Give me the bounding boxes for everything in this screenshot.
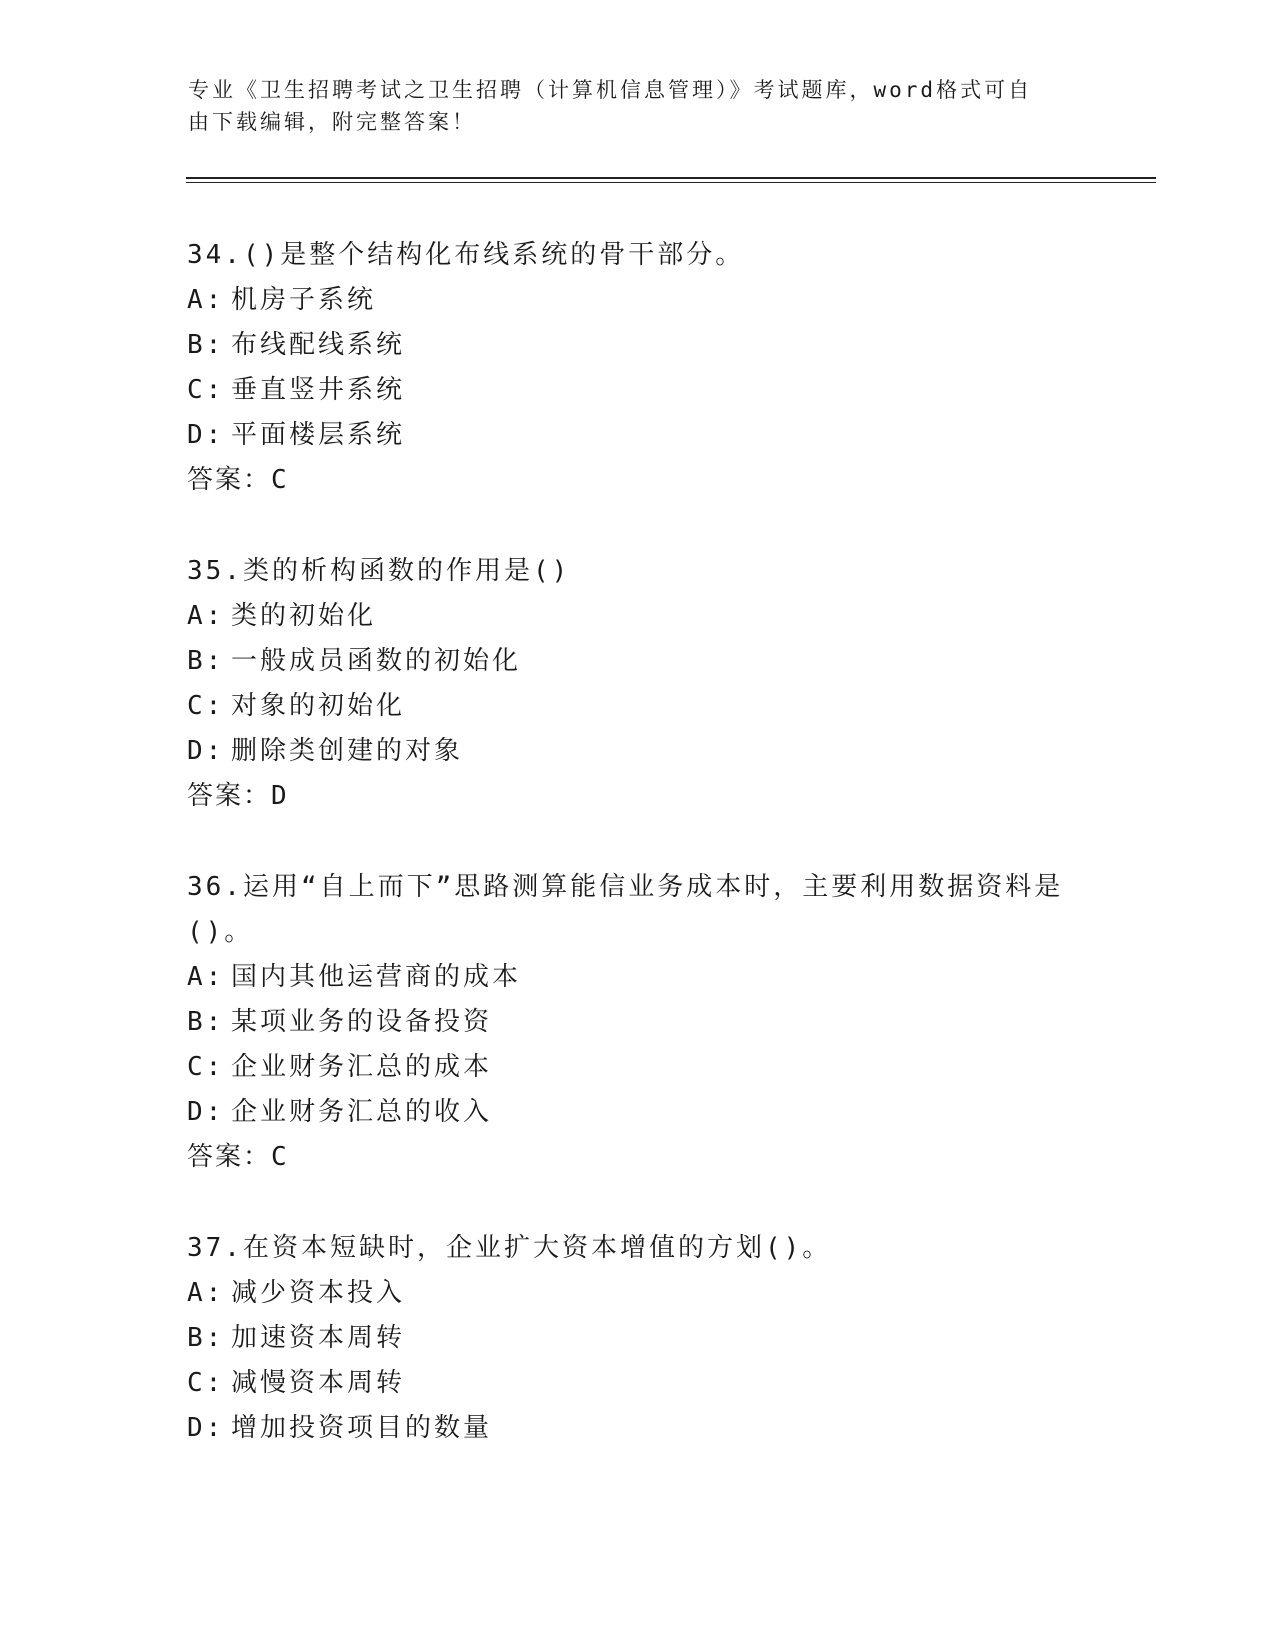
option-a bbox=[187, 278, 1107, 323]
option-b bbox=[187, 639, 1107, 684]
option-letter: A: bbox=[187, 601, 225, 631]
option-text: 删除类创建的对象 bbox=[231, 736, 464, 766]
option-text: 一般成员函数的初始化 bbox=[231, 646, 522, 676]
option-text: 增加投资项目的数量 bbox=[231, 1413, 493, 1443]
header-divider-thick bbox=[186, 177, 1156, 179]
option-c bbox=[187, 368, 1107, 413]
option-text: 加速资本周转 bbox=[231, 1323, 406, 1353]
option-text: 减慢资本周转 bbox=[231, 1368, 406, 1398]
option-letter: B: bbox=[187, 330, 225, 360]
option-letter: C: bbox=[187, 375, 225, 405]
question-stem: 37.在资本短缺时，企业扩大资本增值的方划()。 bbox=[187, 1233, 832, 1263]
option-d bbox=[187, 1090, 1107, 1135]
option-letter: B: bbox=[187, 1007, 225, 1037]
option-letter: C: bbox=[187, 1368, 225, 1398]
answer-label: 答案： bbox=[187, 465, 272, 495]
question-stem: 36.运用“自上而下”思路测算能信业务成本时，主要利用数据资料是()。 bbox=[187, 872, 1064, 947]
option-d bbox=[187, 729, 1107, 774]
option-letter: C: bbox=[187, 691, 225, 721]
option-letter: A: bbox=[187, 962, 225, 992]
option-text: 企业财务汇总的收入 bbox=[231, 1097, 493, 1127]
header-line-2: 由下载编辑，附完整答案！ bbox=[188, 110, 476, 134]
option-letter: D: bbox=[187, 736, 225, 766]
question-37 bbox=[187, 1226, 1107, 1451]
option-a bbox=[187, 594, 1107, 639]
option-a bbox=[187, 1271, 1107, 1316]
answer bbox=[187, 458, 1107, 503]
option-text: 机房子系统 bbox=[231, 285, 377, 315]
option-text: 企业财务汇总的成本 bbox=[231, 1052, 493, 1082]
option-letter: D: bbox=[187, 420, 225, 450]
answer-label: 答案： bbox=[187, 781, 272, 811]
question-list bbox=[187, 233, 1107, 1497]
option-letter: D: bbox=[187, 1097, 225, 1127]
option-letter: A: bbox=[187, 1278, 225, 1308]
question-36 bbox=[187, 865, 1107, 1180]
option-letter: D: bbox=[187, 1413, 225, 1443]
answer bbox=[187, 774, 1107, 819]
option-letter: C: bbox=[187, 1052, 225, 1082]
option-a bbox=[187, 955, 1107, 1000]
question-35 bbox=[187, 549, 1107, 819]
answer-value: C bbox=[271, 1142, 289, 1172]
question-34 bbox=[187, 233, 1107, 503]
option-letter: A: bbox=[187, 285, 225, 315]
option-text: 垂直竖井系统 bbox=[231, 375, 406, 405]
option-b bbox=[187, 1316, 1107, 1361]
answer-label: 答案： bbox=[187, 1142, 272, 1172]
option-d bbox=[187, 413, 1107, 458]
header-line-1: 专业《卫生招聘考试之卫生招聘（计算机信息管理）》考试题库，word格式可自 bbox=[188, 78, 1033, 102]
option-letter: B: bbox=[187, 1323, 225, 1353]
answer bbox=[187, 1135, 1107, 1180]
option-text: 国内其他运营商的成本 bbox=[231, 962, 522, 992]
option-c bbox=[187, 1361, 1107, 1406]
option-text: 对象的初始化 bbox=[231, 691, 406, 721]
option-d bbox=[187, 1406, 1107, 1451]
option-text: 布线配线系统 bbox=[231, 330, 406, 360]
option-b bbox=[187, 1000, 1107, 1045]
answer-value: C bbox=[271, 465, 289, 495]
option-text: 平面楼层系统 bbox=[231, 420, 406, 450]
option-text: 类的初始化 bbox=[231, 601, 377, 631]
option-letter: B: bbox=[187, 646, 225, 676]
option-b bbox=[187, 323, 1107, 368]
option-c bbox=[187, 684, 1107, 729]
option-text: 减少资本投入 bbox=[231, 1278, 406, 1308]
question-stem: 35.类的析构函数的作用是() bbox=[187, 556, 571, 586]
header-divider-thin bbox=[186, 182, 1156, 183]
option-text: 某项业务的设备投资 bbox=[231, 1007, 493, 1037]
question-stem: 34.()是整个结构化布线系统的骨干部分。 bbox=[187, 240, 745, 270]
document-header bbox=[188, 74, 1088, 138]
option-c bbox=[187, 1045, 1107, 1090]
answer-value: D bbox=[271, 781, 289, 811]
